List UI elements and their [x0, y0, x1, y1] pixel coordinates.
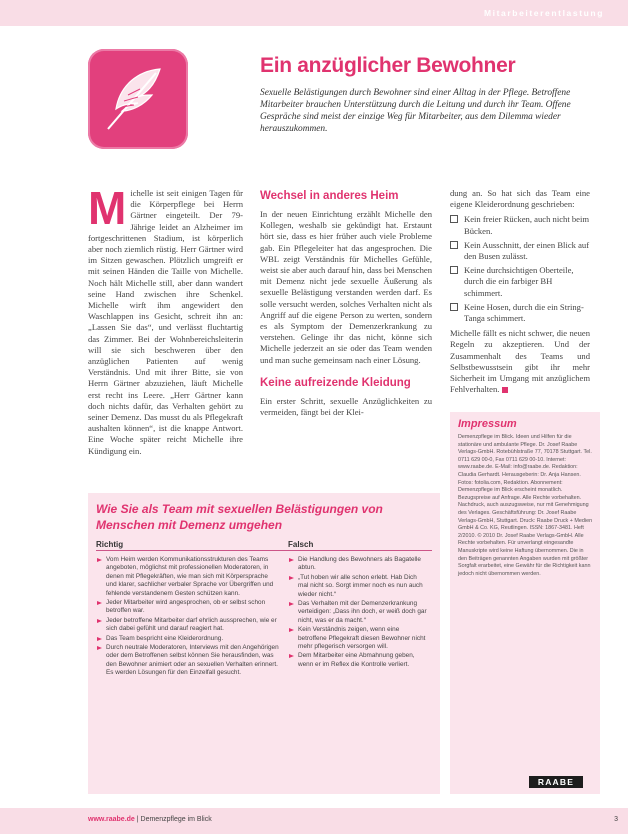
list-item: „Tut hoben wir alle schon erlebt. Hab Dich mal nicht so. Sorgt immer noch es nun auch wieder nicht.“ [288, 574, 428, 599]
raabe-logo: RAABE [529, 776, 583, 788]
list-right [96, 556, 280, 679]
list-item: Das Verhalten mit der Demenzerkrankung verteidigen: „Dass ihn doch, er weiß doch gar nicht, was er da macht.“ [288, 600, 428, 625]
list-item: Die Handlung des Bewohners als Bagatelle abtun. [288, 556, 428, 573]
column-header-wrong: Falsch [288, 540, 314, 549]
list-item: Kein Verständnis zeigen, wenn eine betroffene Pflegekraft diesen Bewohner nicht mehr pflegerisch versorgen will. [288, 626, 428, 651]
impressum-text: Demenzpflege im Blick. Ideen und Hilfen für die stationäre und ambulante Pflege. Dr. Josef Raabe Verlags-GmbH. Rotebühlstraße 77, 70178 Stuttgart. Tel. 0711 629 00-0, Fax 0711 629 00-10. Internet: www.raabe.de. E-Mail: info@raabe.de. Redaktion: Claudia Gerhardt. Herausgeberin: Dr. Anja Hansen. Fotos: fotolia.com, Redaktion. Abonnement: Demenzpflege im Blick erscheint monatlich. Bezugspreise auf Anfrage. Alle Rechte vorbehalten. Nachdruck, auch auszugsweise, nur mit Genehmigung des Verlages. Geschäftsführung: Dr. Josef Raabe Verlags-GmbH, Stuttgart. Druck: Raabe Druck + Medien GmbH & Co. KG, Reutlingen. ISSN: 1867-3481. Heft 2/2010. © 2010 Dr. Josef Raabe Verlags-GmbH. Alle Rechte vorbehalten. Für unverlangt eingesandte Manuskripte wird keine Haftung übernommen. Die in den Beiträgen genannten Angaben wurden mit größter Sorgfalt erarbeitet, eine Gewähr für die Richtigkeit kann jedoch nicht übernommen werden. [458, 434, 593, 577]
box-title: Wie Sie als Team mit sexuellen Belästigungen von Menschen mit Demenz umgehen [96, 502, 383, 532]
list-item: Dem Mitarbeiter eine Abmahnung geben, wenn er im Reflex die Kontrolle verliert. [288, 652, 428, 669]
list-item: Durch neutrale Moderatoren, Interviews mit den Angehörigen oder dem Betroffenen selbst können Sie herausfinden, was den Bewohner animiert oder an sexuellen Verhalten erinnert. Es werden Lösungen für den Einzelfall gesucht. [96, 644, 280, 678]
page-number: 3 [614, 816, 618, 823]
section-label: Mitarbeiterentlastung [483, 8, 604, 18]
column-3-paragraph-2: Michelle fällt es nicht schwer, die neuen Regeln zu akzeptieren. Und der Zusammenhalt des Teams und Selbstbewusstsein gibt ihr mehr Sicherheit im Umgang mit anzüglichem Fehlverhalten. [450, 328, 590, 395]
article-icon-tile [88, 49, 188, 149]
impressum-title: Impressum [458, 418, 517, 430]
header-bar [0, 0, 628, 26]
list-item: Vom Heim werden Kommunikationsstrukturen des Teams angeboten, möglichst mit professionellen Moderatoren, in denen mit Pflegekräften, wie man sich mit Körpersprache und klarer, sachlicher verbaler Sprache vor Übergriffen und fehlende verstandenem Gesten schützen kann. [96, 556, 280, 598]
subheading-kleidung: Keine aufreizende Kleidung [260, 376, 411, 389]
column-2-paragraph-2: Ein erster Schritt, sexuelle Anzüglichkeiten zu vermeiden, fängt bei der Klei- [260, 395, 432, 418]
article-title: Ein anzüglicher Bewohner [260, 54, 516, 77]
list-item: Das Team bespricht eine Kleiderordnung. [96, 635, 280, 643]
checklist-item: Keine durchsichtigen Oberteile, durch die ein farbiger BH schimmert. [450, 265, 590, 299]
footer-brand-link[interactable]: www.raabe.de [88, 816, 135, 823]
feather-icon [98, 59, 178, 139]
list-item: Jeder betroffene Mitarbeiter darf ehrlich aussprechen, wie er sich dabei gefühlt und darauf reagiert hat. [96, 617, 280, 634]
dress-code-list [450, 214, 590, 324]
checklist-item: Kein Ausschnitt, der einen Blick auf den Busen zulässt. [450, 240, 590, 262]
column-1 [88, 182, 243, 457]
dos-and-donts-box [88, 493, 440, 794]
drop-cap: M [88, 182, 127, 234]
subheading-heimwechsel: Wechsel in anderes Heim [260, 190, 399, 202]
footer-bar [0, 808, 628, 834]
list-wrong [288, 556, 428, 670]
article-lead: Sexuelle Belästigungen durch Bewohner sind einer Alltag in der Pflege. Betroffene Mitarbeiter brauchen Unterstützung durch die Leitung und durch ihr Team. Offene Gespräche sind meist der einzige Weg für Mitarbeiter, aus dem Dilemma wieder herauszukommen. [260, 88, 571, 134]
column-3 [450, 188, 590, 395]
divider [96, 550, 432, 551]
checkbox-icon [450, 266, 458, 274]
checklist-item: Kein freier Rücken, auch nicht beim Bücken. [450, 214, 590, 236]
column-3-paragraph-1: dung an. So hat sich das Team eine eigene Kleiderordnung geschrieben: [450, 188, 590, 210]
footer-text: www.raabe.de | Demenzpflege im Blick [88, 816, 212, 823]
checkbox-icon [450, 241, 458, 249]
column-2-paragraph-1: In der neuen Einrichtung erzählt Michelle den Kollegen, weshalb sie gekündigt hat. Erstaunt hört sie, dass es hier früher auch viele Probleme gab. Ein Pflegeleiter hat das angesprochen. Die WBL zeigt Verständnis für Michelles Gefühle, weist sie aber auch darauf hin, dass bei Menschen mit Demenz nicht jede sexuelle Äußerung als sexuelle Belästigung verstanden werden darf. Es solle versucht werden, solches Verhalten nicht als Angriff auf die eigene Person zu werten, sondern es als Symptom der Demenzerkrankung zu verstehen. Gelinge ihr das nicht, könne sich Michelle jederzeit an sie oder das Team wenden und man suche gemeinsam nach einer Lösung. [260, 209, 432, 365]
checkbox-icon [450, 215, 458, 223]
column-2 [260, 188, 432, 418]
column-header-right: Richtig [96, 540, 124, 549]
end-of-article-icon [502, 387, 508, 393]
column-1-text: ichelle ist seit einigen Tagen für die Körperpflege bei Herrn Gärtner eingeteilt. Der 79-Jährige leidet an Alzheimer im fortgeschrittenen Stadium, ist körperlich aber noch ziemlich rüstig. Herr Gärtner wird im Sitzen gewaschen. Plötzlich umgreift er mit seinen Händen die Taille von Michelle. Noch hält Michelle still, aber dann wandert seine Hand zwischen ihre Schenkel. Michelle wirft ihm angewidert den Waschlappen ins Gesicht, schreit ihn an: „Lassen Sie das“, und verlässt fluchtartig das Zimmer. Bei der Wohnbereichsleiterin will sie sich beschweren über den anzüglichen Patienten auf wenig Verständnis. Und mit ihrer Bitte, sie von Herrn Gärtner abzuziehen, läuft Michelle erst recht ins Leere. „Herr Gärtner kann doch nichts dafür, das Verhalten gehört zu seiner Demenz. Das musst du als Pflegekraft aushalten können“, ist die knappe Antwort. Eine Woche später reicht Michelle ihre Kündigung ein. [88, 188, 243, 456]
checkbox-icon [450, 303, 458, 311]
list-item: Jeder Mitarbeiter wird angesprochen, ob er selbst schon betroffen war. [96, 599, 280, 616]
checklist-item: Keine Hosen, durch die ein String-Tanga schimmert. [450, 302, 590, 324]
impressum-box [450, 412, 600, 794]
